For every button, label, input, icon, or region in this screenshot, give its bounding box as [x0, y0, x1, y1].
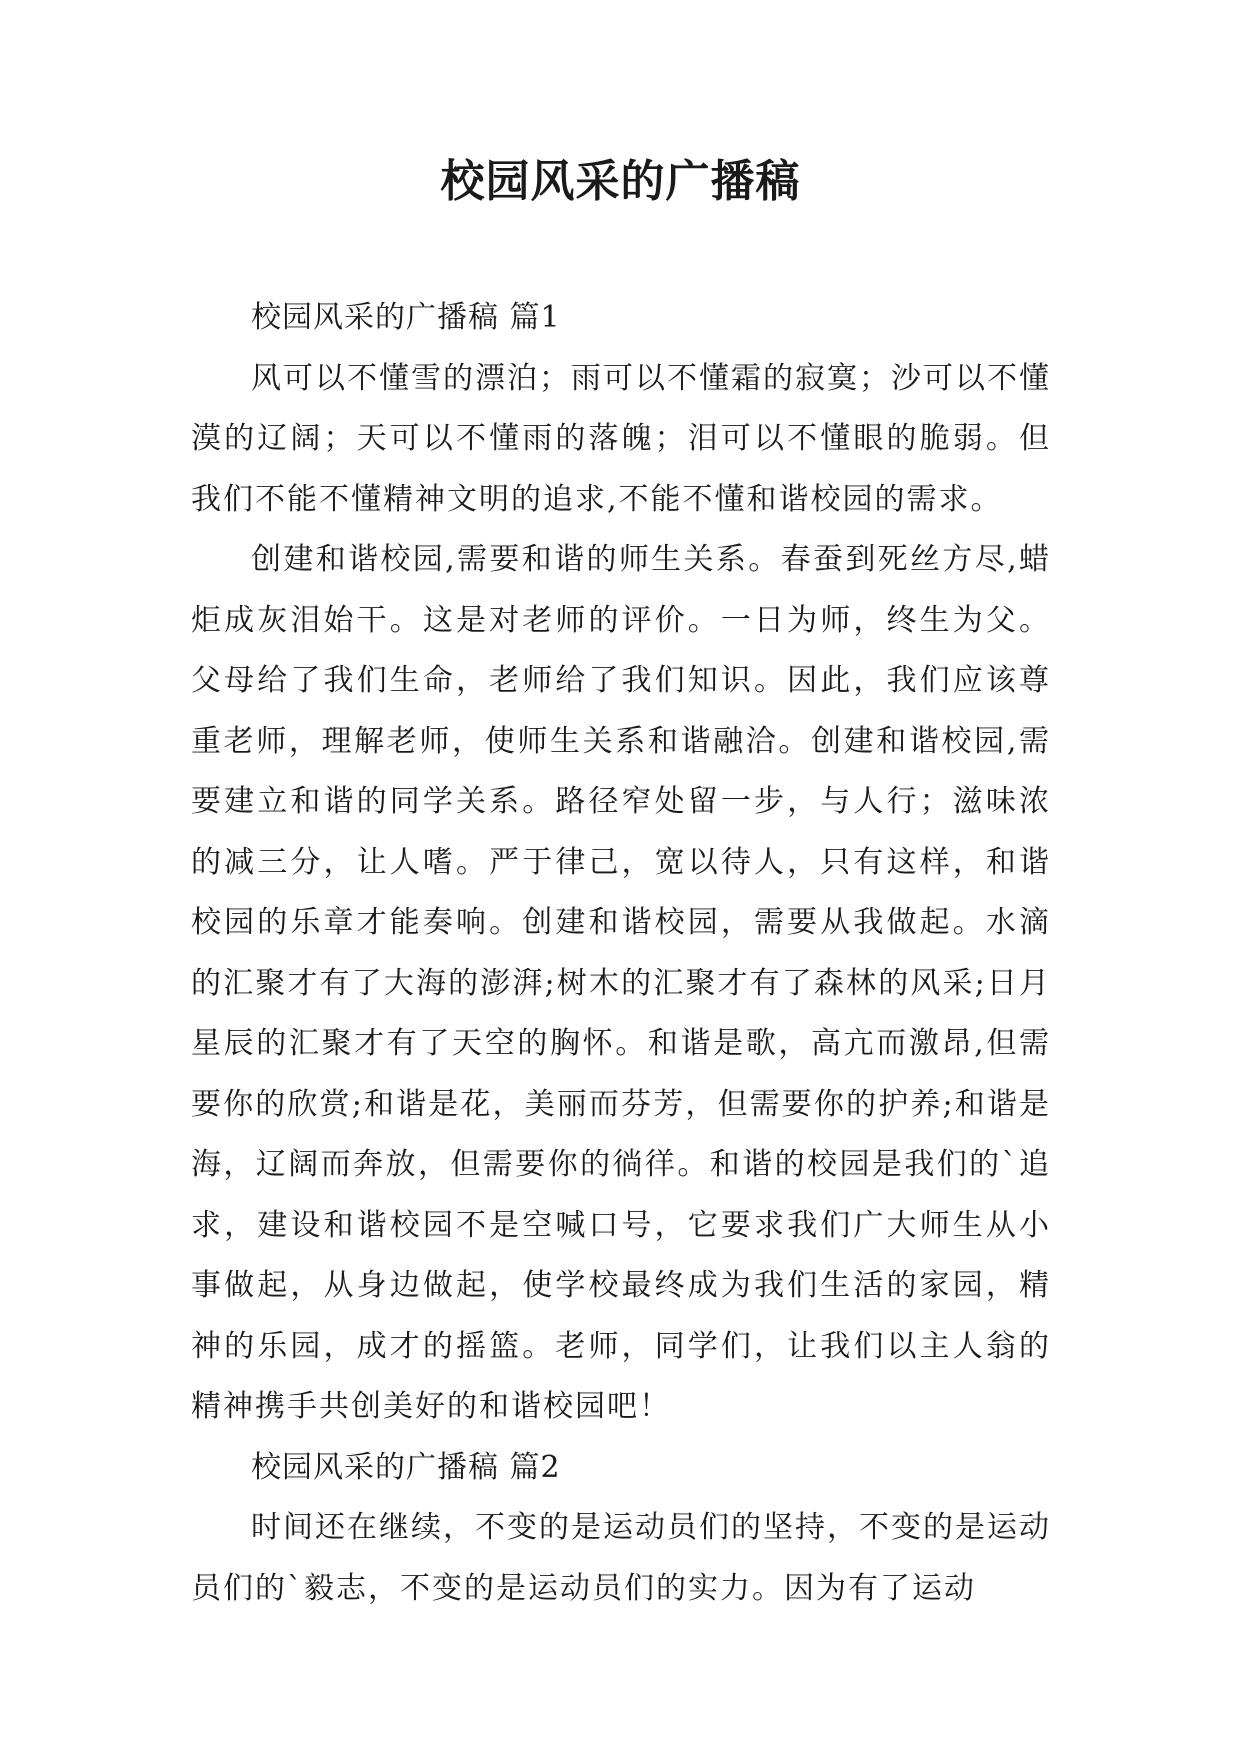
paragraph: 时间还在继续，不变的是运动员们的坚持，不变的是运动员们的`毅志，不变的是运动员们的实力。因为有了运动	[191, 1510, 1051, 1606]
section-heading-2: 校园风采的广播稿 篇2	[251, 1449, 561, 1485]
document-title: 校园风采的广播稿	[440, 156, 801, 207]
paragraph: 风可以不懂雪的漂泊；雨可以不懂霜的寂寞；沙可以不懂漠的辽阔；天可以不懂雨的落魄；泪可以不懂眼的脆弱。但我们不能不懂精神文明的追求,不能不懂和谐校园的需求。	[191, 360, 1051, 517]
document-body	[191, 288, 1051, 1619]
section-heading-1: 校园风采的广播稿 篇1	[251, 300, 561, 335]
paragraph: 创建和谐校园,需要和谐的师生关系。春蚕到死丝方尽,蜡炬成灰泪始干。这是对老师的评价。一日为师，终生为父。父母给了我们生命，老师给了我们知识。因此，我们应该尊重老师，理解老师，使师生关系和谐融洽。创建和谐校园,需要建立和谐的同学关系。路径窄处留一步，与人行；滋味浓的减三分，让人嗜。严于律己，宽以待人，只有这样，和谐校园的乐章才能奏响。创建和谐校园，需要从我做起。水滴的汇聚才有了大海的澎湃;树木的汇聚才有了森林的风采;日月星辰的汇聚才有了天空的胸怀。和谐是歌，高亢而激昂,但需要你的欣赏;和谐是花，美丽而芬芳，但需要你的护养;和谐是海，辽阔而奔放，但需要你的徜徉。和谐的校园是我们的`追求，建设和谐校园不是空喊口号，它要求我们广大师生从小事做起，从身边做起，使学校最终成为我们生活的家园，精神的乐园，成才的摇篮。老师，同学们，让我们以主人翁的精神携手共创美好的和谐校园吧！	[191, 542, 1051, 1424]
